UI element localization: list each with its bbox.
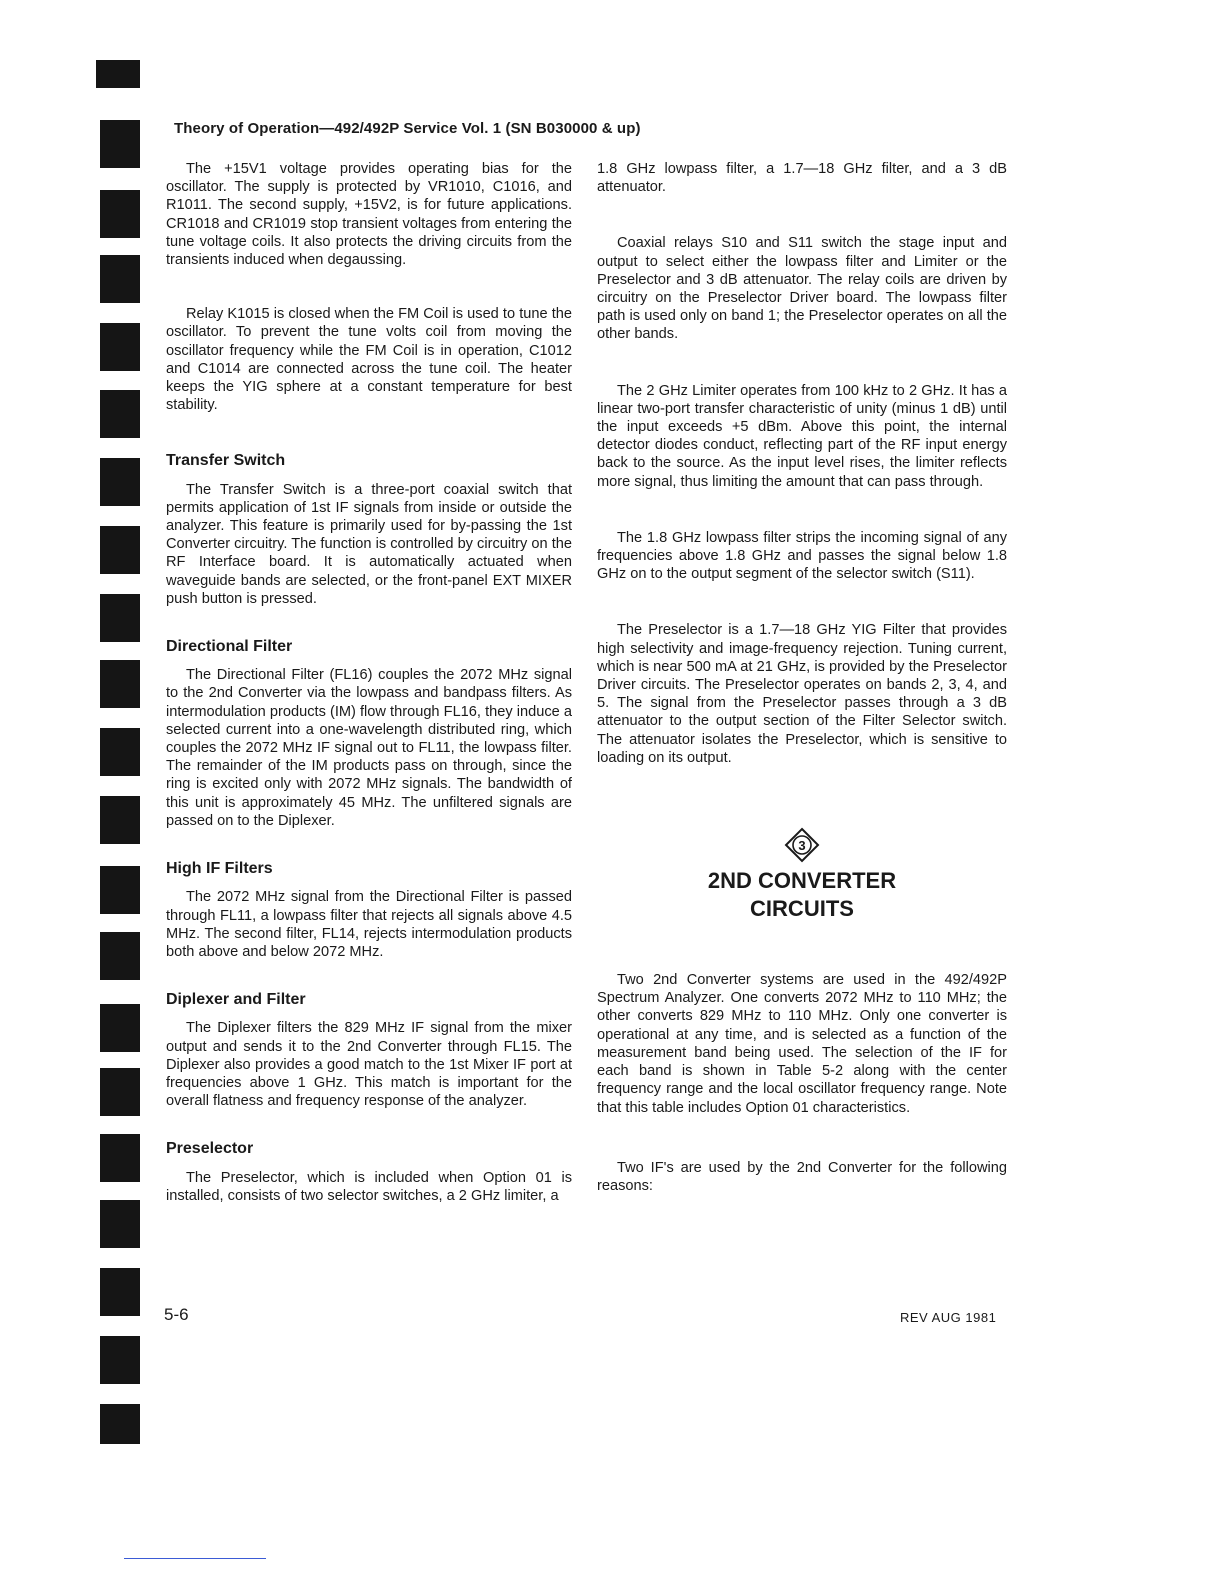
paragraph: The Preselector, which is included when Option 01 is installed, consists of two selector switches, a 2 GHz limiter, a — [166, 1169, 572, 1204]
section-heading-high-if-filters: High IF Filters — [166, 860, 273, 878]
binding-tabs — [96, 60, 146, 1460]
binding-tab — [100, 796, 140, 844]
binding-tab — [100, 1004, 140, 1052]
binding-tab — [100, 526, 140, 574]
binding-tab — [100, 728, 140, 776]
binding-tab — [100, 1134, 140, 1182]
binding-tab — [100, 190, 140, 238]
paragraph: The Preselector is a 1.7—18 GHz YIG Filter that provides high selectivity and image-frequency rejection. Tuning current, which is near 500 mA at 21 GHz, is provided by the Preselector Driver circuits. The Preselector operates on bands 2, 3, 4, and 5. The signal from the Preselector passes through a 3 dB attenuator to the output section of the Filter Selector switch. The attenuator isolates the Preselector, which is sensitive to loading on its output. — [597, 622, 1007, 766]
paragraph: The 1.8 GHz lowpass filter strips the incoming signal of any frequencies above 1.8 GHz and passes the signal below 1.8 GHz on to the output segment of the selector switch (S11). — [597, 529, 1007, 583]
section-title: CIRCUITS — [750, 896, 854, 922]
binding-tab — [100, 323, 140, 371]
section-heading-preselector: Preselector — [166, 1140, 254, 1158]
binding-tab — [100, 458, 140, 506]
binding-tab — [100, 594, 140, 642]
paragraph: The Diplexer filters the 829 MHz IF signal from the mixer output and sends it to the 2nd Converter through FL15. The Diplexer also provides a good match to the 1st Mixer IF port at frequencies above 1 GHz. This match is important for the overall flatness and frequency response of the analyzer. — [166, 1020, 572, 1110]
binding-tab — [100, 866, 140, 914]
section-heading-diplexer-and-filter: Diplexer and Filter — [166, 991, 306, 1009]
paragraph: The 2072 MHz signal from the Directional Filter is passed through FL11, a lowpass filter that rejects all signals above 4.5 MHz. The second filter, FL14, rejects intermodulation products both above and below 2072 MHz. — [166, 889, 572, 960]
binding-tab — [100, 1068, 140, 1116]
page-header: Theory of Operation—492/492P Service Vol. 1 (SN B030000 & up) — [174, 120, 641, 137]
paragraph: 1.8 GHz lowpass filter, a 1.7—18 GHz filter, and a 3 dB attenuator. — [597, 161, 1007, 196]
binding-tab — [96, 60, 140, 88]
section-diamond-icon — [597, 827, 1007, 863]
binding-tab — [100, 120, 140, 168]
binding-tab — [100, 932, 140, 980]
left-column — [166, 160, 572, 1205]
binding-tab — [100, 1404, 140, 1444]
binding-tab — [100, 1200, 140, 1248]
section-title: 2ND CONVERTER — [707, 868, 897, 894]
right-column — [597, 160, 1007, 1195]
binding-tab — [100, 390, 140, 438]
binding-tab — [100, 660, 140, 708]
paragraph: Relay K1015 is closed when the FM Coil is used to tune the oscillator. To prevent the tune volts coil from moving the oscillator frequency while the FM Coil is in operation, C1012 and C1014 are connected across the tune coil. The heater keeps the YIG sphere at a constant temperature for best stability. — [166, 306, 572, 414]
paragraph: The Transfer Switch is a three-port coaxial switch that permits application of 1st IF signals from inside or outside the analyzer. This feature is primarily used for by-passing the 1st Converter circuitry. The function is controlled by circuitry on the RF Interface board. It is automatically actuated when waveguide bands are selected, or the front-panel EXT MIXER push button is pressed. — [166, 481, 572, 607]
paragraph: Coaxial relays S10 and S11 switch the stage input and output to select either the lowpass filter and Limiter or the Preselector and 3 dB attenuator. The relay coils are driven by circuitry on the Preselector Driver board. The lowpass filter path is used only on band 1; the Preselector operates on all the other bands. — [597, 235, 1007, 343]
section-heading-directional-filter: Directional Filter — [166, 638, 293, 656]
section-heading-transfer-switch: Transfer Switch — [166, 452, 286, 470]
paragraph: Two 2nd Converter systems are used in the 492/492P Spectrum Analyzer. One converts 2072 MHz to 110 MHz; the other converts 829 MHz to 110 MHz. Only one converter is operational at any time, and is selected as a function of the measurement band being used. The selection of the IF for each band is shown in Table 5-2 along with the center frequency range and the local oscillator frequency range. Note that this table includes Option 01 characteristics. — [597, 972, 1007, 1116]
paragraph: The Directional Filter (FL16) couples the 2072 MHz signal to the 2nd Converter via the lowpass and bandpass filters. As intermodulation products (IM) flow through FL16, they induce a selected current into a one-wavelength distributed ring, which couples the 2072 MHz IF signal out to FL11, the lowpass filter. The remainder of the IM products pass on through, since the ring is excited only with 2072 MHz signals. The bandwidth of this unit is approximately 45 MHz. The unfiltered signals are passed on to the Diplexer. — [166, 667, 572, 829]
diamond-number: 3 — [798, 838, 806, 854]
binding-tab — [100, 1336, 140, 1384]
revision-label: REV AUG 1981 — [900, 1310, 997, 1325]
paragraph: The 2 GHz Limiter operates from 100 kHz to 2 GHz. It has a linear two-port transfer characteristic of unity (minus 1 dB) until the input exceeds +5 dBm. Above this point, the internal detector diodes conduct, reflecting part of the RF input energy back to the source. As the input level rises, the limiter reflects more signal, thus limiting the amount that can pass through. — [597, 382, 1007, 490]
page-number: 5-6 — [164, 1305, 189, 1324]
scan-artifact-line — [124, 1558, 266, 1559]
paragraph: The +15V1 voltage provides operating bias for the oscillator. The supply is protected by VR1010, C1016, and R1011. The second supply, +15V2, is for future applications. CR1018 and CR1019 stop transient voltages from entering the tune voltage coils. It also protects the driving circuits from the transients induced when degaussing. — [166, 161, 572, 269]
binding-tab — [100, 1268, 140, 1316]
paragraph: Two IF's are used by the 2nd Converter for the following reasons: — [597, 1159, 1007, 1194]
binding-tab — [100, 255, 140, 303]
